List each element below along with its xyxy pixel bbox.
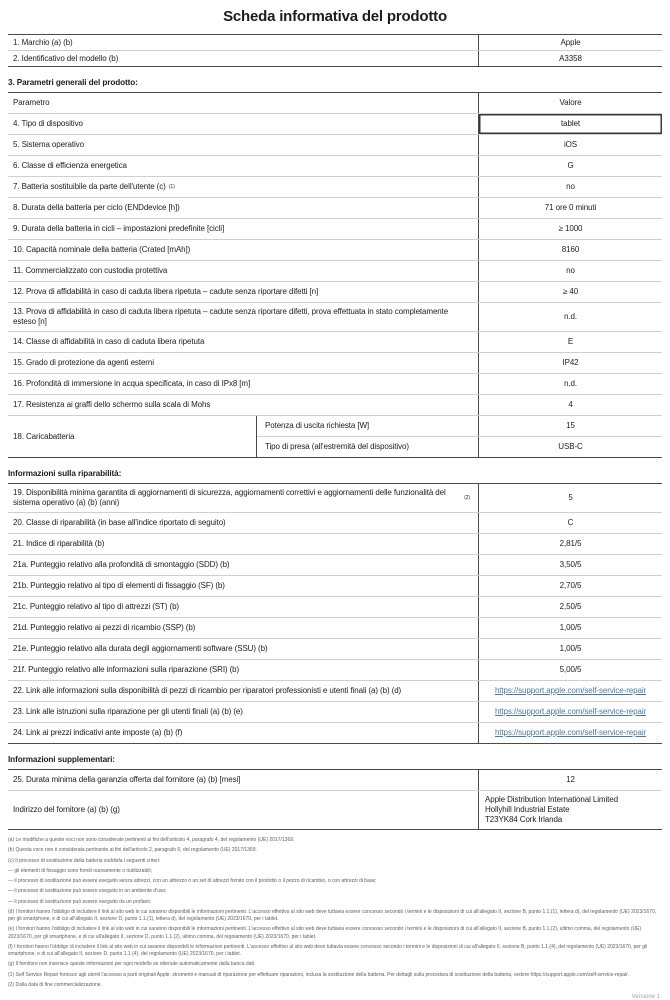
row-label: 21b. Punteggio relativo al tipo di elementi di fissaggio (SF) (b): [13, 581, 225, 590]
table-row: [8, 50, 662, 66]
row-label: 22. Link alle informazioni sulla disponibilità di pezzi di ricambio per riparatori professionisti e utenti finali (a) (b) (d): [13, 686, 402, 695]
table-row: [8, 113, 662, 134]
table-row: [8, 373, 662, 394]
table-row: [8, 533, 662, 554]
table-row: [8, 680, 662, 701]
table-row: [8, 302, 662, 331]
table-row: [8, 638, 662, 659]
subrow-label: Tipo di presa (all'estremità del dispositivo): [265, 442, 409, 451]
row-value: [478, 702, 662, 722]
row-label: 19. Disponibilità minima garantita di aggiornamenti di sicurezza, aggiornamenti correttivi e aggiornamenti delle funzionalità del sistema operativo (a) (b) (anni) (2): [13, 488, 470, 507]
charger-subtable: [256, 416, 662, 457]
row-label: 21d. Punteggio relativo ai pezzi di ricambio (SSP) (b): [13, 623, 196, 632]
row-label: 2. Identificativo del modello (b): [13, 53, 119, 63]
charger-subrow: [257, 436, 662, 457]
table-row: [8, 575, 662, 596]
row-value: [478, 681, 662, 701]
row-value: G: [478, 156, 662, 176]
row-label: 14. Classe di affidabilità in caso di caduta libera ripetuta: [13, 337, 205, 346]
footnote: (c) Il processo di sostituzione della batteria soddisfa i seguenti criteri:: [8, 857, 161, 864]
version-label: Versione 1: [631, 994, 660, 1000]
row-label: 15. Grado di protezione da agenti esterni: [13, 358, 154, 367]
footnote: (g) Il fornitore non inserisce queste informazioni per ogni modello se ottenute automaticamente dalla banca dati.: [8, 961, 256, 968]
row-value: 2,50/5: [478, 597, 662, 617]
repair-link[interactable]: https://support.apple.com/self-service-repair: [494, 707, 647, 716]
repair-link[interactable]: https://support.apple.com/self-service-repair: [494, 686, 647, 695]
address-line: T23YK84 Cork Irlanda: [485, 815, 563, 824]
footnote: (b) Questa voce non è considerata pertinente ai fini dell'articolo 2, paragrafo 6, del regolamento (UE) 2017/1369.: [8, 847, 257, 854]
table-row: [8, 218, 662, 239]
table-row: [8, 701, 662, 722]
row-label: 21c. Punteggio relativo al tipo di attrezzi (ST) (b): [13, 602, 179, 611]
table-row: [8, 331, 662, 352]
table-row: [8, 260, 662, 281]
row-label: 21e. Punteggio relativo alla durata degli aggiornamenti software (SSU) (b): [13, 644, 268, 653]
row-label: 25. Durata minima della garanzia offerta dal fornitore (a) (b) [mesi]: [13, 775, 241, 784]
row-value: 3,50/5: [478, 555, 662, 575]
table-row: [8, 134, 662, 155]
row-value: 12: [478, 770, 662, 790]
table-row: [8, 659, 662, 680]
footnote: (f) I fornitori hanno l'obbligo di includere il link al sito web in cui saranno disponibili le informazioni pertinenti. L'accesso effettivo al sito web deve tuttavia essere concesso secondo i termini e le disposizioni di cui all'allegato II, sezione B, punto 1.1.(4), del regolamento (UE) 2023/1670, per gli smartphone, e di cui all'allegato II, sezione D, punto 1.1.(4), del regolamento (UE) 2023/1670, per i tablet.: [8, 943, 648, 957]
charger-subrow: [257, 416, 662, 436]
table-row: [8, 484, 662, 512]
table-row: [8, 722, 662, 743]
row-value: E: [478, 332, 662, 352]
row-value: n.d.: [478, 374, 662, 394]
table-row: [8, 176, 662, 197]
table-row: [8, 155, 662, 176]
row-value: Apple: [478, 35, 662, 50]
table-row: [8, 617, 662, 638]
repair-link[interactable]: https://support.apple.com/self-service-repair: [494, 728, 647, 737]
footnote: (a) Le modifiche a queste voci non sono considerate pertinenti ai fini dell'articolo 4, paragrafo 4, del regolamento (UE) 2017/1369.: [8, 837, 295, 843]
row-label: 17. Resistenza ai graffi dello schermo sulla scala di Mohs: [13, 400, 211, 409]
table-row: [8, 394, 662, 415]
row-label: 16. Profondità di immersione in acqua specificata, in caso di IPx8 [m]: [13, 379, 251, 388]
row-value: 15: [478, 416, 662, 436]
footnote: — il processo di sostituzione può essere eseguito in un ambiente d'uso;: [8, 888, 167, 895]
footnote: (1) Self Service Repair fornisce agli utenti l'accesso a parti originali Apple, strumenti e manuali di riparazione per effettuare riparazioni, inclusa la sostituzione della batteria. Per dettagli sulla procedura di sostituzione della batteria, vedere https://support.apple.com/self-service-repair.: [8, 971, 629, 978]
supplementary-table: [8, 769, 662, 830]
row-value: tablet: [478, 114, 662, 134]
table-row: [8, 352, 662, 373]
repairability-table: [8, 483, 662, 744]
table-row: [8, 35, 662, 50]
row-label: 24. Link ai prezzi indicativi ante imposte (a) (b) (f): [13, 728, 183, 737]
row-label: 1. Marchio (a) (b): [13, 37, 73, 47]
row-label: 18. Caricabatteria: [13, 431, 75, 441]
column-header-parametro: Parametro: [13, 98, 50, 107]
general-parameters-table: [8, 92, 662, 458]
row-label: 11. Commercializzato con custodia protettiva: [13, 266, 168, 275]
row-value: ≥ 40: [478, 282, 662, 302]
footnote: — il processo di sostituzione può essere eseguito da un profano.: [8, 898, 152, 905]
row-value: IP42: [478, 353, 662, 373]
row-label: 7. Batteria sostituibile da parte dell'utente (c) (1): [13, 182, 175, 191]
row-value: iOS: [478, 135, 662, 155]
row-value: [478, 791, 662, 829]
row-label: 21a. Punteggio relativo alla profondità di smontaggio (SDD) (b): [13, 560, 230, 569]
section-heading-supplementary: Informazioni supplementari:: [8, 755, 115, 764]
footnote: — il processo di sostituzione può essere eseguito senza attrezzi, con un attrezzo o un set di attrezzi fornito con il prodotto o il pezzo di ricambio, o con attrezzi di base;: [8, 878, 377, 884]
row-value: 71 ore 0 minuti: [478, 198, 662, 218]
row-value: 5,00/5: [478, 660, 662, 680]
row-label: 20. Classe di riparabilità (in base all'indice riportato di seguito): [13, 518, 226, 527]
row-value: USB-C: [478, 437, 662, 457]
identity-table: [8, 34, 662, 67]
row-label: 8. Durata della batteria per ciclo (ENDdevice [h]): [13, 203, 180, 212]
footnote: (e) I fornitori hanno l'obbligo di includere il link al sito web in cui saranno disponibili le informazioni pertinenti. L'accesso effettivo al sito web deve tuttavia essere concesso secondo i termini e le disposizioni di cui all'allegato II, sezione B, punto 1.1.(2), ultimo comma, del regolamento (UE) 2023/1670, per gli smartphone, e di cui all'allegato II, sezione D, punto 1.1.(2), ultimo comma, del regolamento (UE) 2023/1670, per i tablet.: [8, 926, 642, 940]
table-row: [8, 596, 662, 617]
table-row: [8, 281, 662, 302]
footnote: — gli elementi di fissaggio sono forniti nuovamente o riutilizzabili;: [8, 867, 152, 874]
row-label: Indirizzo del fornitore (a) (b) (g): [13, 805, 120, 814]
section-heading-general: 3. Parametri generali del prodotto:: [8, 78, 138, 87]
section-heading-repairability: Informazioni sulla riparabilità:: [8, 469, 122, 478]
column-header-valore: Valore: [478, 93, 662, 113]
table-row: [8, 554, 662, 575]
row-value: ≥ 1000: [478, 219, 662, 239]
page-title: Scheda informativa del prodotto: [223, 8, 447, 25]
address-line: Apple Distribution International Limited: [485, 795, 618, 804]
table-row-charger: [8, 415, 662, 457]
row-value: n.d.: [478, 303, 662, 331]
row-label: 12. Prova di affidabilità in caso di caduta libera ripetuta – cadute senza riportare difetti [n]: [13, 287, 319, 296]
table-header-row: [8, 93, 662, 113]
subrow-label: Potenza di uscita richiesta [W]: [265, 421, 370, 430]
row-value: 8160: [478, 240, 662, 260]
address-line: Hollyhill Industrial Estate: [485, 805, 570, 814]
table-row: [8, 512, 662, 533]
row-value: 4: [478, 395, 662, 415]
row-label: 6. Classe di efficienza energetica: [13, 161, 127, 170]
row-value: 1,00/5: [478, 618, 662, 638]
row-label: 21f. Punteggio relativo alle informazioni sulla riparazione (SRI) (b): [13, 665, 240, 674]
footnote: (2) Dalla data di fine commercializzazione.: [8, 981, 102, 988]
table-row: [8, 770, 662, 790]
row-label: 4. Tipo di dispositivo: [13, 119, 83, 128]
row-label: 23. Link alle istruzioni sulla riparazione per gli utenti finali (a) (b) (e): [13, 707, 243, 716]
row-value: 5: [478, 484, 662, 512]
row-value: 2,70/5: [478, 576, 662, 596]
row-value: 2,81/5: [478, 534, 662, 554]
table-row: [8, 790, 662, 829]
row-value: [478, 723, 662, 743]
row-value: no: [478, 261, 662, 281]
footnotes-block: [8, 837, 662, 989]
row-label: 21. Indice di riparabilità (b): [13, 539, 105, 548]
table-row: [8, 197, 662, 218]
row-value: no: [478, 177, 662, 197]
table-row: [8, 239, 662, 260]
row-label: 5. Sistema operativo: [13, 140, 84, 149]
row-value: 1,00/5: [478, 639, 662, 659]
row-label: 13. Prova di affidabilità in caso di caduta libera ripetuta – cadute senza riportare difetti, prova effettuata in stato completamente esteso [n]: [13, 307, 449, 326]
row-value: A3358: [478, 51, 662, 66]
row-value: C: [478, 513, 662, 533]
row-label: 9. Durata della batteria in cicli – impostazioni predefinite [cicli]: [13, 224, 225, 233]
row-label: 10. Capacità nominale della batteria (Crated [mAh]): [13, 245, 191, 254]
footnote: (d) I fornitori hanno l'obbligo di includere il link al sito web in cui saranno disponibili le informazioni pertinenti. L'accesso effettivo al sito web deve tuttavia essere concesso secondo i termini e le disposizioni di cui all'allegato II, sezione B, punto 1.1.(1), lettera d), del regolamento (UE) 2023/1670, per gli smartphone, e di cui all'allegato II, sezione D, punto 1.1.(1), lettera d), del regolamento (UE) 2023/1670, per i tablet.: [8, 908, 657, 922]
